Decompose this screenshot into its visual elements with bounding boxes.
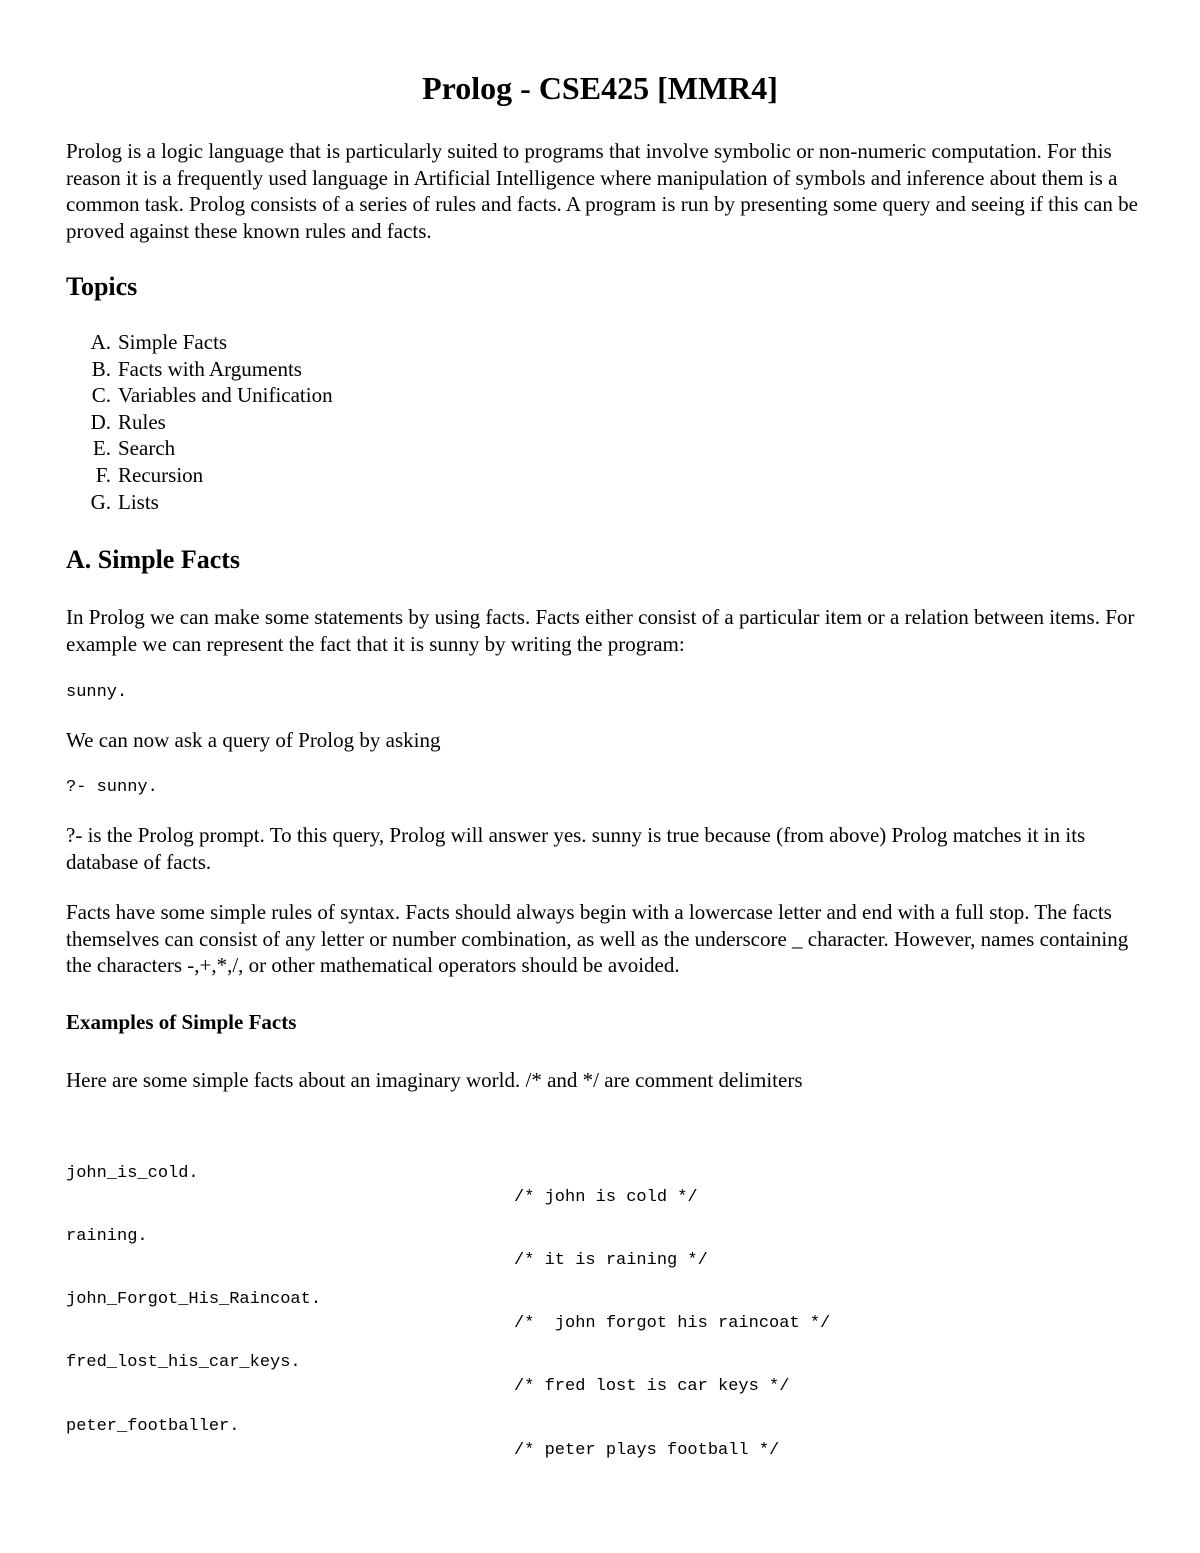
topic-item-facts-with-arguments[interactable] (66, 356, 333, 383)
topic-letter: C. (91, 383, 111, 408)
topic-label: Search (118, 436, 176, 461)
fact-comment: /* fred lost is car keys */ (514, 1377, 790, 1396)
topic-item-simple-facts[interactable] (66, 329, 333, 356)
fact-code: john_Forgot_His_Raincoat. (66, 1290, 322, 1309)
code-sample-query: ?- sunny. (66, 778, 158, 797)
examples-intro: Here are some simple facts about an imaginary world. /* and */ are comment delimiters (66, 1068, 803, 1092)
fact-row (66, 1391, 1066, 1487)
topic-item-recursion[interactable] (66, 462, 333, 489)
fact-code: fred_lost_his_car_keys. (66, 1353, 301, 1372)
fact-comment: /* john forgot his raincoat */ (514, 1314, 831, 1333)
intro-paragraph: Prolog is a logic language that is particularly suited to programs that involve symbolic or non-numeric computation. For this reason it is a frequently used language in Artificial Intelligence where manipulation of symbols and inference about them is a common task. Prolog consists of a series of rules and facts. A program is run by presenting some query and seeing if this can be proved against these known rules and facts. (66, 139, 1138, 243)
topic-item-rules[interactable] (66, 409, 333, 436)
section-a-paragraph-2: We can now ask a query of Prolog by asking (66, 728, 441, 752)
topic-item-variables-and-unification[interactable] (66, 382, 333, 409)
topic-label: Lists (118, 489, 159, 514)
topic-label: Rules (118, 409, 166, 434)
page-title: Prolog - CSE425 [MMR4] (422, 70, 778, 106)
topics-heading: Topics (66, 272, 138, 301)
topics-list (66, 329, 333, 515)
topic-letter: D. (90, 409, 111, 434)
examples-heading: Examples of Simple Facts (66, 1010, 297, 1034)
topic-label: Facts with Arguments (118, 356, 302, 381)
topic-item-search[interactable] (66, 435, 333, 462)
topic-letter: G. (90, 489, 111, 514)
code-sample-sunny: sunny. (66, 683, 128, 702)
fact-comment: /* john is cold */ (514, 1188, 698, 1207)
fact-code: raining. (66, 1227, 148, 1246)
topic-label: Simple Facts (118, 330, 228, 354)
section-a-paragraph-1: In Prolog we can make some statements by using facts. Facts either consist of a particular item or a relation between items. For example we can represent the fact that it is sunny by writing the program: (66, 605, 1135, 656)
section-a-paragraph-3: ?- is the Prolog prompt. To this query, Prolog will answer yes. sunny is true because (from above) Prolog matches it in its database of facts. (66, 823, 1086, 874)
topic-letter: A. (90, 330, 111, 354)
fact-comment: /* peter plays football */ (514, 1441, 780, 1460)
section-a-paragraph-4: Facts have some simple rules of syntax. Facts should always begin with a lowercase letter and end with a full stop. The facts themselves can consist of any letter or number combination, as well as the underscore _ character. However, names containing the characters -,+,*,/, or other mathematical operators should be avoided. (66, 900, 1129, 977)
topic-label: Variables and Unification (118, 383, 333, 408)
fact-comment: /* it is raining */ (514, 1251, 708, 1270)
fact-code: peter_footballer. (66, 1417, 240, 1436)
topic-letter: B. (91, 356, 111, 381)
topic-item-lists[interactable] (66, 489, 333, 516)
topic-label: Recursion (118, 462, 204, 487)
fact-code: john_is_cold. (66, 1164, 199, 1183)
topic-letter: E. (92, 436, 111, 461)
topic-letter: F. (95, 462, 111, 487)
section-a-heading: A. Simple Facts (66, 545, 241, 574)
